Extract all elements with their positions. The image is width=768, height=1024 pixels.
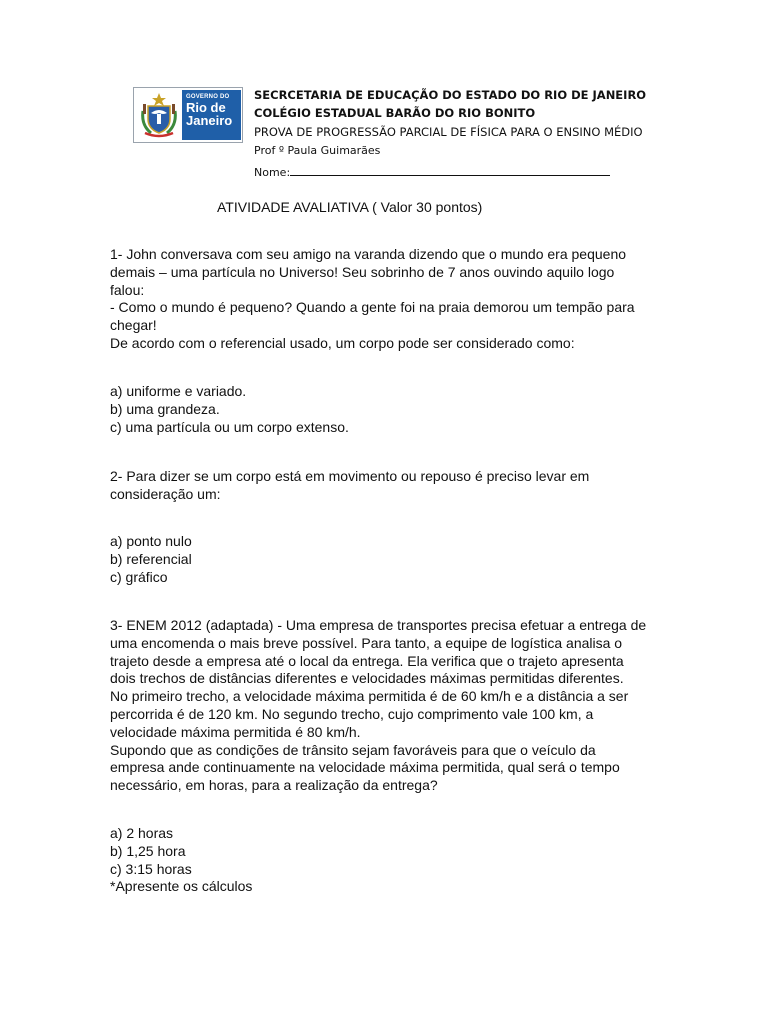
state-seal-icon [137,91,181,139]
name-blank-line [290,163,610,176]
question-line: trajeto desde a empresa até o local da entrega. Ela verifica que o trajeto apresenta [110,652,624,669]
question-line: necessário, em horas, para a realização da entrega? [110,777,438,794]
name-field-row [254,163,610,179]
page-title: ATIVIDADE AVALIATIVA ( Valor 30 pontos) [217,199,483,215]
answer-note: *Apresente os cálculos [110,878,253,895]
question-line: chegar! [110,317,157,334]
question-3-options [110,825,670,896]
answer-option: b) uma grandeza. [110,400,220,417]
question-line: velocidade máxima permitida é 80 km/h. [110,723,361,740]
question-1-text [110,246,670,353]
answer-option: a) uniforme e variado. [110,383,247,399]
question-2-options [110,533,670,586]
question-1-options [110,383,670,436]
question-line: No primeiro trecho, a velocidade máxima permitida é de 60 km/h e a distância a ser [110,688,629,705]
name-label: Nome: [254,166,291,179]
question-line: uma encomenda o mais breve possível. Para tanto, a equipe de logística analisa o [110,634,623,651]
header-prova: PROVA DE PROGRESSÃO PARCIAL DE FÍSICA PARA O ENSINO MÉDIO [254,125,643,139]
question-line: consideração um: [110,485,221,502]
question-2-text [110,468,670,504]
question-line: - Como o mundo é pequeno? Quando a gente foi na praia demorou um tempão para [110,299,635,316]
question-line: percorrida é de 120 km. No segundo trecho, cujo comprimento vale 100 km, a [110,705,594,722]
question-line: dois trechos de distâncias diferentes e velocidades máximas permitidas diferentes. [110,670,624,687]
logo-text-line2: Janeiro [186,113,233,128]
question-line: falou: [110,281,145,298]
question-3-text [110,617,670,795]
answer-option: a) ponto nulo [110,533,192,549]
question-line: De acordo com o referencial usado, um corpo pode ser considerado como: [110,334,575,351]
logo-text-small: GOVERNO DO [186,94,230,100]
question-line: 1- John conversava com seu amigo na varanda dizendo que o mundo era pequeno [110,246,627,262]
answer-option: a) 2 horas [110,825,174,841]
answer-option: c) gráfico [110,568,168,585]
governo-rio-logo [133,87,243,143]
question-line: 2- Para dizer se um corpo está em movimento ou repouso é preciso levar em [110,468,590,484]
header-secretaria: SECRCETARIA DE EDUCAÇÃO DO ESTADO DO RIO DE JANEIRO [254,88,647,102]
answer-option: c) 3:15 horas [110,860,192,877]
question-line: demais – uma partícula no Universo! Seu sobrinho de 7 anos ouvindo aquilo logo [110,263,615,280]
question-line: 3- ENEM 2012 (adaptada) - Uma empresa de transportes precisa efetuar a entrega de [110,617,647,633]
question-line: Supondo que as condições de trânsito sejam favoráveis para que o veículo da [110,741,596,758]
answer-option: c) uma partícula ou um corpo extenso. [110,418,349,435]
question-line: empresa ande continuamente na velocidade máxima permitida, qual será o tempo [110,759,620,776]
logo-text-line1: Rio de [186,100,226,115]
header-professor: Prof º Paula Guimarães [254,144,381,157]
logo-text-box [182,90,241,140]
answer-option: b) 1,25 hora [110,842,186,859]
answer-option: b) referencial [110,550,192,567]
header-colegio: COLÉGIO ESTADUAL BARÃO DO RIO BONITO [254,106,536,120]
